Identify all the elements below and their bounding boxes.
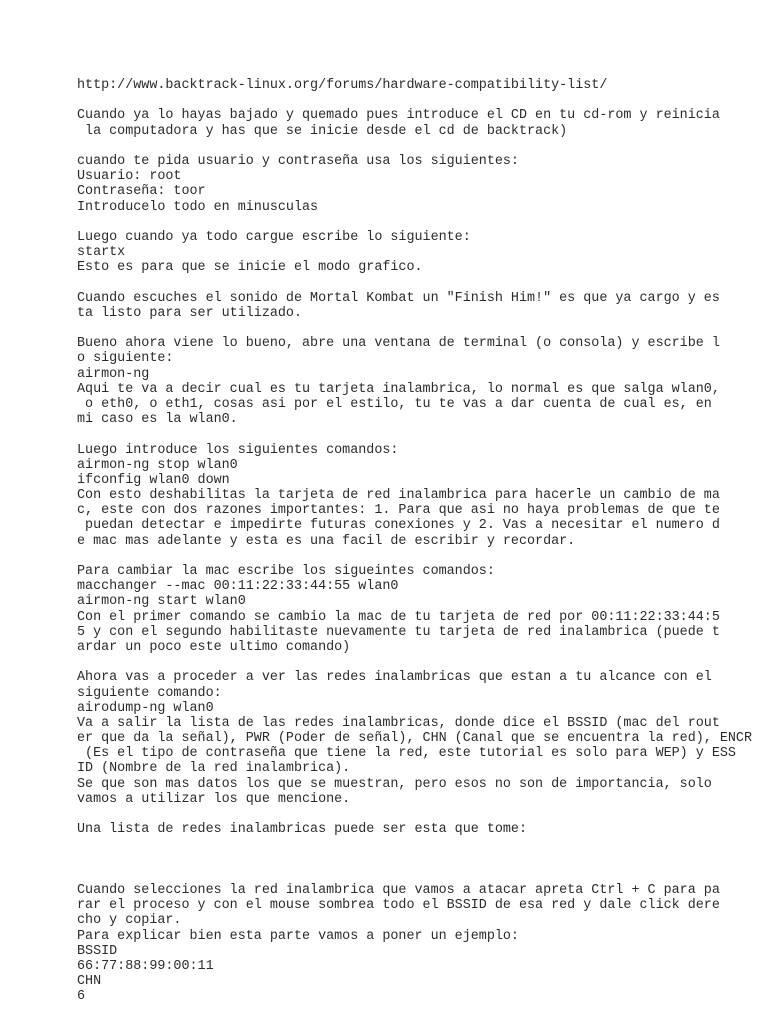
text-line	[77, 853, 757, 868]
text-line: ardar un poco este ultimo comando)	[77, 639, 351, 655]
text-line: Cuando ya lo hayas bajado y quemado pues introduce el CD en tu cd-rom y reinicia	[77, 108, 720, 124]
text-line: http://www.backtrack-linux.org/forums/hardware-compatibility-list/	[77, 78, 608, 93]
text-line: Se que son mas datos los que se muestran, pero esos no son de importancia, solo	[77, 776, 712, 792]
text-line: Con el primer comando se cambio la mac de tu tarjeta de red por 00:11:22:33:44:5	[77, 609, 720, 625]
text-line: 66:77:88:99:00:11	[77, 958, 214, 974]
text-line	[77, 549, 757, 564]
text-line: airmon-ng	[77, 366, 150, 382]
text-line: Cuando selecciones la red inalambrica que vamos a atacar apreta Ctrl + C para pa	[77, 882, 720, 898]
text-line: Con esto deshabilitas la tarjeta de red inalambrica para hacerle un cambio de ma	[77, 488, 720, 504]
text-line: Aqui te va a decir cual es tu tarjeta inalambrica, lo normal es que salga wlan0,	[77, 381, 720, 397]
text-line: 5 y con el segundo habilitaste nuevamente tu tarjeta de red inalambrica (puede t	[77, 624, 720, 640]
text-line: Ahora vas a proceder a ver las redes inalambricas que estan a tu alcance con el	[77, 670, 712, 686]
text-line: rar el proceso y con el mouse sombrea todo el BSSID de esa red y dale click dere	[77, 898, 720, 914]
text-line: ta listo para ser utilizado.	[77, 305, 302, 321]
text-line: CHN	[77, 974, 102, 990]
text-line: ID (Nombre de la red inalambrica).	[77, 761, 351, 777]
text-line: la computadora y has que se inicie desde el cd de backtrack)	[77, 123, 568, 139]
text-line: siguiente comando:	[77, 685, 222, 701]
text-line: Usuario: root	[77, 169, 182, 185]
text-line: Para cambiar la mac escribe los sigueintes comandos:	[77, 564, 495, 579]
text-line: o eth0, o eth1, cosas asi por el estilo, tu te vas a dar cuenta de cual es, en	[77, 396, 712, 412]
text-line: cho y copiar.	[77, 913, 182, 929]
text-line	[77, 868, 757, 883]
text-line: mi caso es la wlan0.	[77, 412, 238, 428]
text-line	[77, 655, 757, 670]
text-line: o siguiente:	[77, 351, 174, 367]
text-line	[77, 321, 757, 336]
text-line: vamos a utilizar los que mencione.	[77, 791, 351, 807]
text-line: 6	[77, 989, 86, 1005]
text-line: Una lista de redes inalambricas puede ser esta que tome:	[77, 822, 527, 838]
text-line: puedan detectar e impedirte futuras conexiones y 2. Vas a necesitar el numero d	[77, 518, 720, 534]
text-line: Luego introduce los siguientes comandos:	[77, 442, 399, 458]
text-line: macchanger --mac 00:11:22:33:44:55 wlan0	[77, 579, 399, 595]
text-line: er que da la señal), PWR (Poder de señal), CHN (Canal que se encuentra la red), ENCR	[77, 731, 752, 747]
document-body	[77, 78, 757, 1004]
text-line	[77, 139, 757, 154]
text-line: e mac mas adelante y esta es una facil de escribir y recordar.	[77, 533, 576, 549]
text-line	[77, 837, 757, 852]
text-line: startx	[77, 245, 126, 261]
text-line: BSSID	[77, 943, 118, 959]
text-line: c, este con dos razones importantes: 1. Para que asi no haya problemas de que te	[77, 503, 720, 519]
text-line	[77, 275, 757, 290]
text-line: airmon-ng start wlan0	[77, 594, 246, 610]
text-line: Bueno ahora viene lo bueno, abre una ventana de terminal (o consola) y escribe l	[77, 336, 720, 352]
text-line: Va a salir la lista de las redes inalambricas, donde dice el BSSID (mac del rout	[77, 715, 720, 731]
text-line: Luego cuando ya todo cargue escribe lo siguiente:	[77, 229, 471, 245]
text-line	[77, 427, 757, 442]
text-line: ifconfig wlan0 down	[77, 472, 230, 488]
text-line: airmon-ng stop wlan0	[77, 457, 238, 473]
text-line: airodump-ng wlan0	[77, 700, 214, 716]
text-line: Introducelo todo en minusculas	[77, 199, 319, 215]
text-line	[77, 215, 757, 230]
text-line: Esto es para que se inicie el modo grafico.	[77, 260, 423, 276]
text-line	[77, 93, 757, 108]
text-line	[77, 807, 757, 822]
text-line: Cuando escuches el sonido de Mortal Kombat un "Finish Him!" es que ya cargo y es	[77, 290, 720, 306]
text-line: (Es el tipo de contraseña que tiene la red, este tutorial es solo para WEP) y ESS	[77, 746, 736, 762]
text-line: cuando te pida usuario y contraseña usa los siguientes:	[77, 153, 519, 169]
text-line: Para explicar bien esta parte vamos a poner un ejemplo:	[77, 928, 519, 944]
text-line: Contraseña: toor	[77, 184, 206, 200]
